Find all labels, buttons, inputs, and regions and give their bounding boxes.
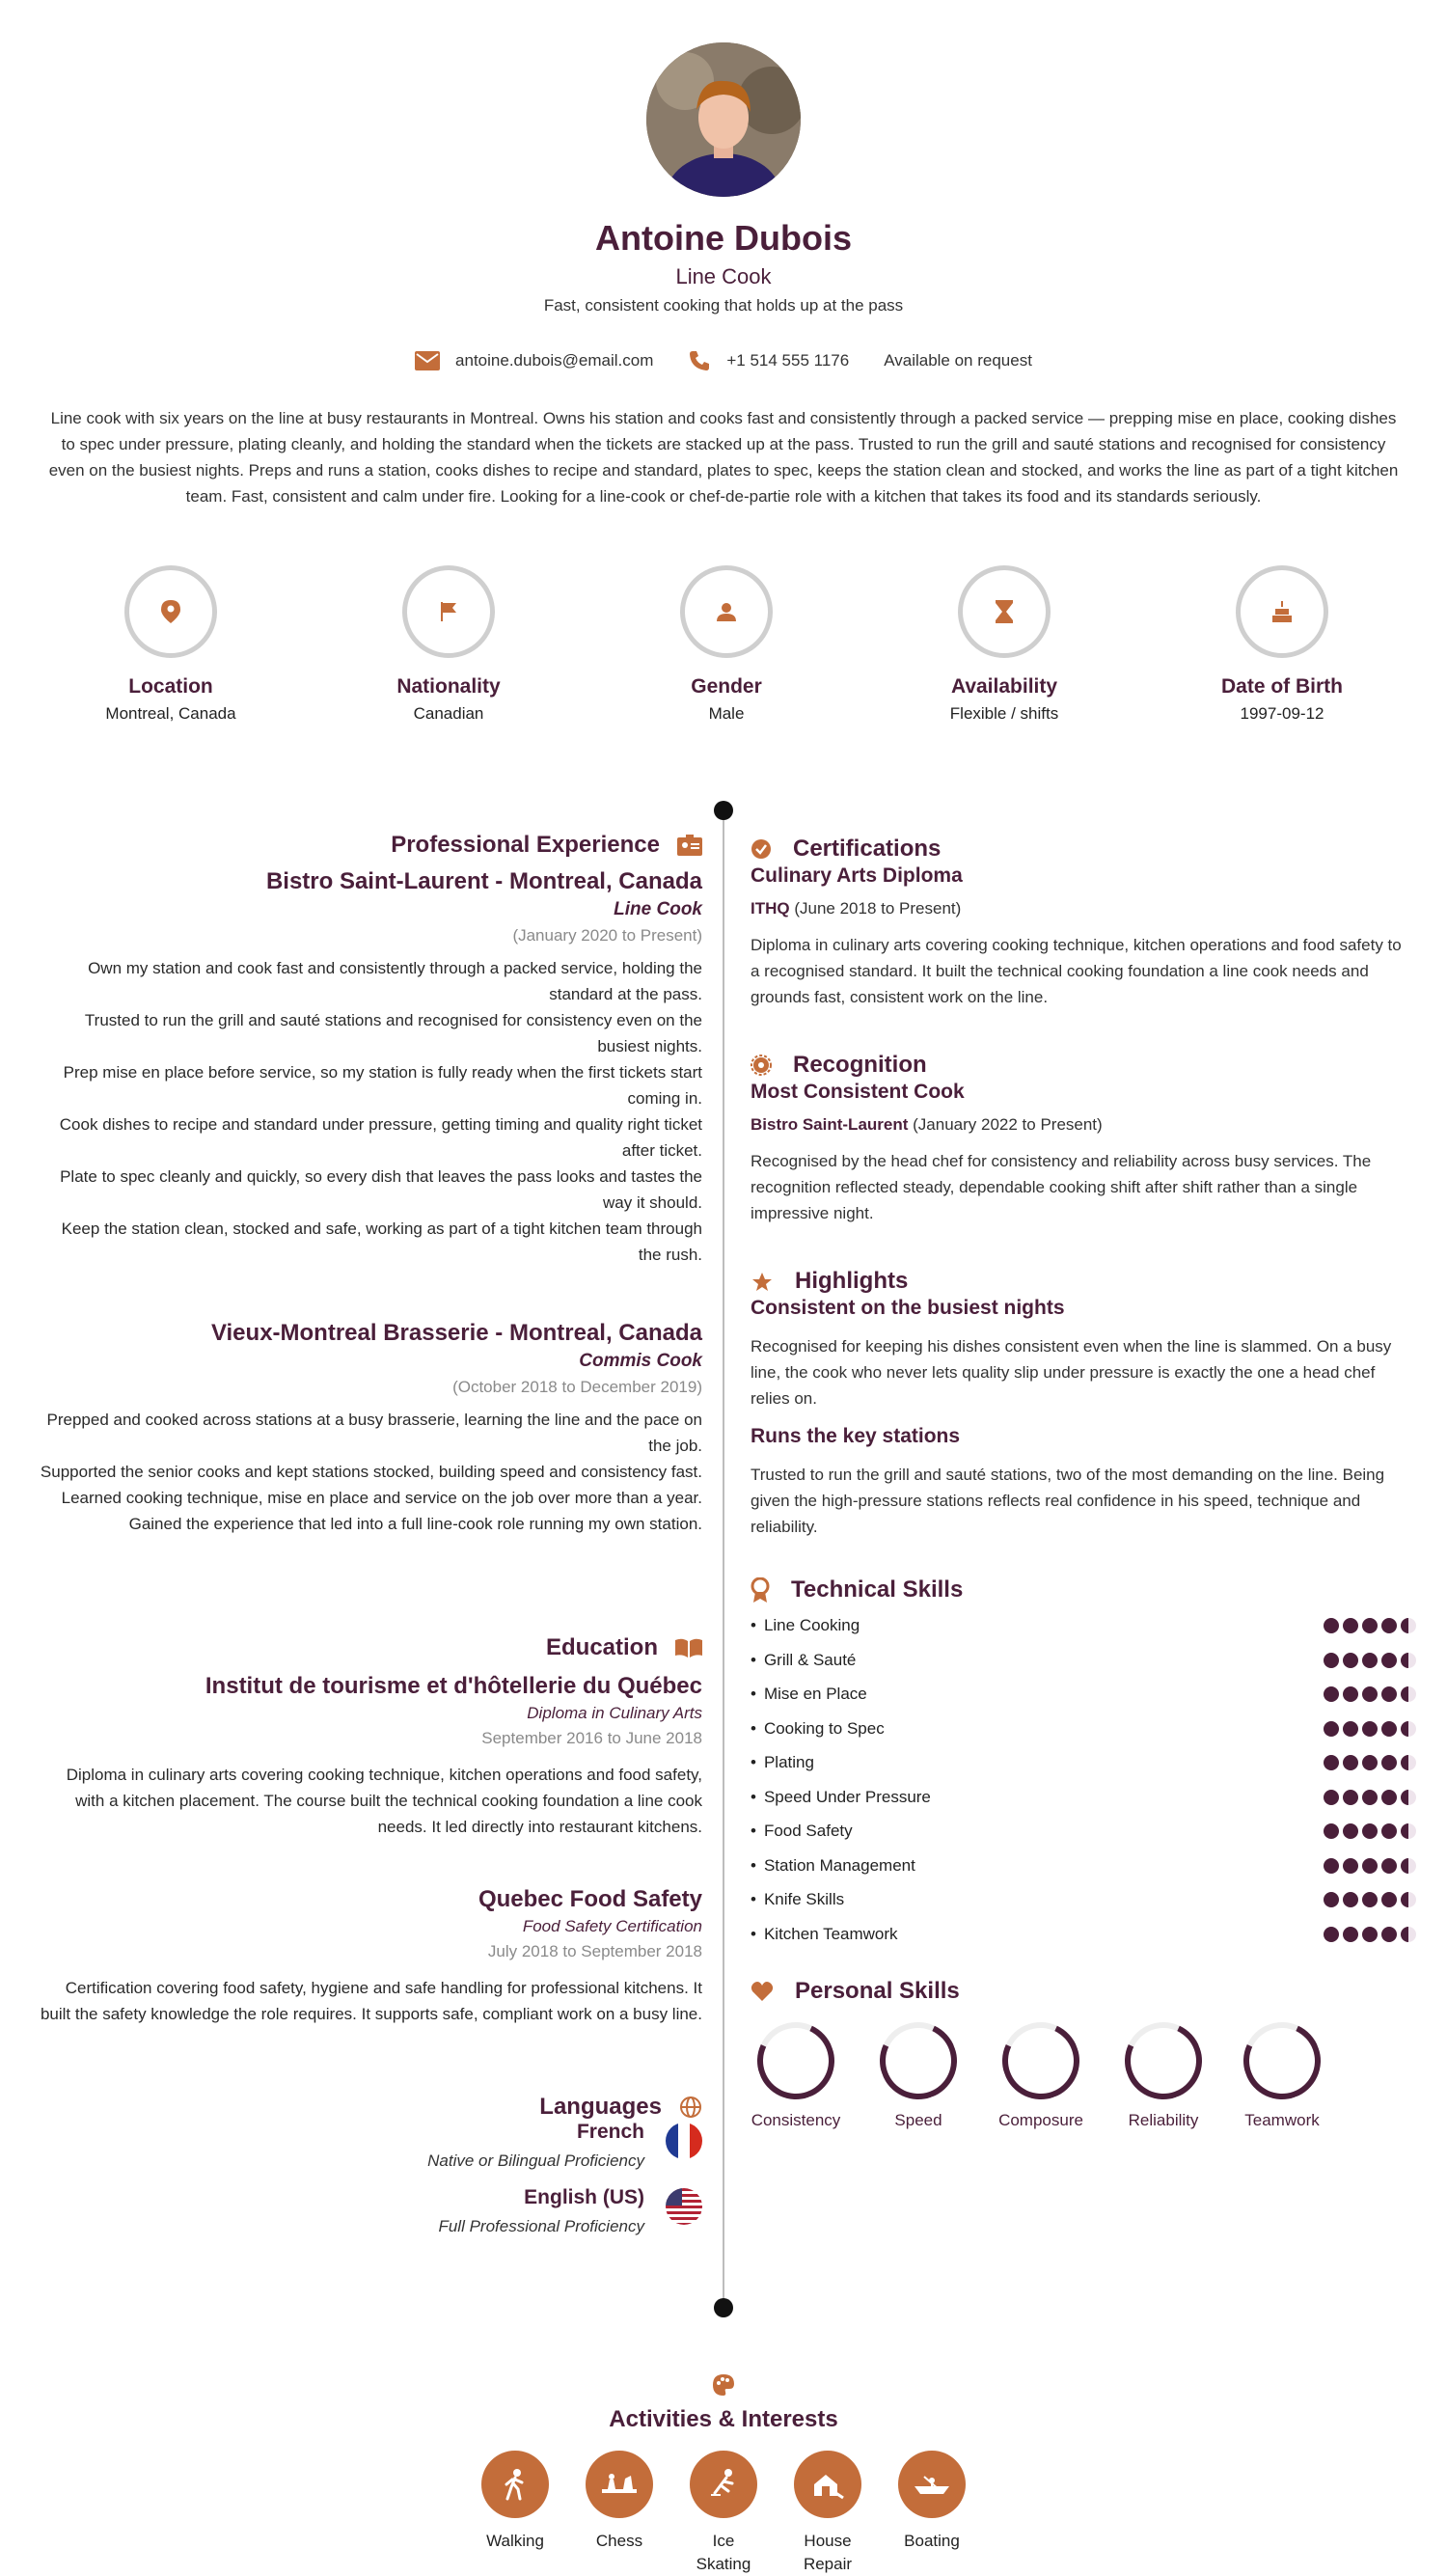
rating-dot [1362, 1618, 1378, 1633]
envelope-icon [415, 351, 440, 370]
timeline-start-dot [714, 801, 733, 820]
star-burst-icon [751, 1271, 774, 1292]
skill-rating [1320, 1755, 1416, 1770]
job-title: Bistro Saint-Laurent - Montreal, Canada [265, 868, 702, 894]
skill-name: • Station Management [751, 1856, 915, 1876]
recognition-title: Most Consistent Cook [751, 1081, 965, 1103]
language-level: Full Professional Proficiency [438, 2217, 644, 2235]
activity-label: House Repair [803, 2532, 853, 2573]
rating-dot [1362, 1823, 1378, 1839]
skill-row [751, 1611, 1416, 1640]
globe-icon [679, 2096, 702, 2119]
skill-row [751, 1851, 1416, 1880]
education-description: Diploma in culinary arts covering cooking technique, kitchen operations and food safety, with a kitchen placement. The course built the technical cooking foundation a line cook needs. It led directly into restaurant kitchens. [66, 1766, 702, 1836]
skill-ring [747, 2012, 846, 2111]
rating-dot [1362, 1927, 1378, 1942]
phone-contact[interactable] [688, 349, 849, 372]
section-heading: Professional Experience [39, 832, 702, 859]
map-pin-icon [161, 600, 180, 623]
skill-row [751, 1920, 1416, 1949]
rating-dot [1381, 1927, 1397, 1942]
info-label: Availability [950, 675, 1058, 698]
rating-dot [1381, 1686, 1397, 1702]
rating-dot [1381, 1858, 1397, 1874]
rating-dot [1324, 1686, 1339, 1702]
award-gear-icon [751, 1055, 772, 1076]
certification-description: Diploma in culinary arts covering cooking technique, kitchen operations and food safety to a recognised standard. It built the technical cooking foundation a line cook needs and grounds fast, consistent work on the line. [751, 936, 1402, 1006]
skill-row [751, 1714, 1416, 1743]
skill-name: • Line Cooking [751, 1616, 860, 1635]
info-nationality [323, 565, 574, 724]
rating-dot [1324, 1823, 1339, 1839]
job-title: Vieux-Montreal Brasserie - Montreal, Canada [210, 1320, 702, 1346]
contact-bar [0, 349, 1447, 372]
rating-dot [1343, 1721, 1358, 1737]
skill-ring [992, 2012, 1091, 2111]
skill-rating [1320, 1892, 1416, 1907]
rating-dot [1381, 1618, 1397, 1633]
education-item-1 [39, 1673, 702, 1840]
email-text[interactable]: antoine.dubois@email.com [455, 351, 654, 370]
info-value: 1997-09-12 [1240, 704, 1324, 723]
personal-skill-label: Speed [894, 2111, 942, 2129]
skill-rating [1320, 1721, 1416, 1737]
activity-item [571, 2451, 668, 2553]
skill-row [751, 1748, 1416, 1777]
languages-section [39, 2094, 702, 2121]
highlight-title: Consistent on the busiest nights [751, 1297, 1065, 1319]
rating-dot [1343, 1653, 1358, 1668]
skill-rating [1320, 1858, 1416, 1874]
section-heading: Recognition [751, 1052, 1408, 1079]
job-bullet: Keep the station clean, stocked and safe, working as part of a tight kitchen team through the rush. [61, 1219, 702, 1264]
certifications-section [751, 836, 1408, 1010]
cake-icon [1271, 601, 1293, 622]
activities-heading: Activities & Interests [609, 2406, 838, 2432]
rating-dot [1343, 1892, 1358, 1907]
skill-name: • Cooking to Spec [751, 1719, 885, 1739]
education-item-2 [39, 1886, 702, 2027]
info-label: Location [128, 675, 213, 698]
info-location [45, 565, 296, 724]
walking-icon [481, 2451, 549, 2518]
school-name: Institut de tourisme et d'hôtellerie du Québec [205, 1673, 702, 1699]
rating-dot [1381, 1721, 1397, 1737]
highlight-description: Recognised for keeping his dishes consistent even when the line is slammed. On a busy line, the cook who never lets quality slip under pressure is exactly the one a head chef relies on. [751, 1337, 1392, 1408]
skill-rating [1320, 1653, 1416, 1668]
skill-name: • Kitchen Teamwork [751, 1925, 898, 1944]
education-section [39, 1634, 702, 1661]
info-label: Date of Birth [1221, 675, 1343, 698]
rating-dot [1362, 1755, 1378, 1770]
rating-dot [1324, 1653, 1339, 1668]
rating-dot [1362, 1790, 1378, 1805]
activity-label: Boating [904, 2532, 960, 2550]
candidate-role: Line Cook [675, 264, 772, 288]
rating-dot [1343, 1790, 1358, 1805]
rating-dot [1381, 1653, 1397, 1668]
activity-label: Walking [486, 2532, 544, 2550]
job-bullet: Cook dishes to recipe and standard under pressure, getting timing and quality right ticket after ticket. [59, 1115, 702, 1160]
rating-dot [1343, 1823, 1358, 1839]
job-bullet: Trusted to run the grill and sauté stations and recognised for consistency even on the busiest nights. [84, 1011, 702, 1055]
info-label: Gender [691, 675, 762, 698]
job-bullet: Prepped and cooked across stations at a busy brasserie, learning the line and the pace on the job. [46, 1411, 702, 1455]
activity-item [467, 2451, 563, 2553]
info-date-of-birth [1157, 565, 1407, 724]
heart-icon [751, 1981, 774, 2002]
highlight-title: Runs the key stations [751, 1425, 961, 1447]
rating-dot [1401, 1653, 1416, 1668]
usa-flag-icon [666, 2188, 702, 2225]
personal-skills-section [751, 1978, 1408, 2005]
email-contact[interactable] [415, 351, 653, 370]
open-book-icon [675, 1638, 702, 1658]
job-bullet: Own my station and cook fast and consistently through a packed service, holding the standard at the pass. [88, 959, 702, 1003]
house-repair-icon [794, 2451, 861, 2518]
rating-dot [1381, 1755, 1397, 1770]
technical-skills-section [751, 1576, 1408, 1603]
timeline-end-dot [714, 2298, 733, 2317]
skill-rating [1320, 1927, 1416, 1942]
tagline: Fast, consistent cooking that holds up at the pass [543, 296, 904, 315]
skill-row [751, 1646, 1416, 1675]
ice-skating-icon [690, 2451, 757, 2518]
job-bullet: Learned cooking technique, mise en place and service on the job over more than a year. [61, 1489, 702, 1507]
france-flag-icon [666, 2123, 702, 2159]
skill-rating [1320, 1823, 1416, 1839]
job-role: Line Cook [614, 899, 702, 919]
person-icon [717, 602, 736, 621]
rating-dot [1401, 1823, 1416, 1839]
education-dates: September 2016 to June 2018 [481, 1729, 702, 1747]
id-badge-icon [677, 835, 702, 856]
section-heading: Personal Skills [751, 1978, 1408, 2005]
rating-dot [1324, 1858, 1339, 1874]
skill-name: • Mise en Place [751, 1685, 867, 1704]
availability-text: Available on request [884, 351, 1032, 370]
rating-dot [1362, 1686, 1378, 1702]
personal-skill [743, 2022, 849, 2130]
skill-row [751, 1680, 1416, 1709]
rating-dot [1381, 1790, 1397, 1805]
job-2 [39, 1320, 702, 1537]
info-value: Canadian [413, 704, 484, 723]
section-heading: Education [39, 1634, 702, 1661]
info-availability [879, 565, 1130, 724]
rating-dot [1401, 1686, 1416, 1702]
certificate-badge-icon [751, 838, 772, 860]
skill-ring [1114, 2012, 1214, 2111]
skill-name: • Food Safety [751, 1822, 853, 1841]
info-gender [601, 565, 852, 724]
rating-dot [1324, 1892, 1339, 1907]
profile-photo [646, 42, 801, 197]
skill-name: • Plating [751, 1753, 814, 1772]
rating-dot [1381, 1823, 1397, 1839]
language-name: French [576, 2121, 644, 2143]
skill-name: • Speed Under Pressure [751, 1788, 931, 1807]
info-value: Male [708, 704, 745, 723]
info-value: Flexible / shifts [949, 704, 1059, 723]
skill-rating [1320, 1790, 1416, 1805]
rating-dot [1343, 1755, 1358, 1770]
section-heading: Certifications [751, 836, 1408, 863]
boating-icon [898, 2451, 966, 2518]
rating-dot [1401, 1892, 1416, 1907]
section-heading: Technical Skills [751, 1576, 1408, 1603]
rating-dot [1324, 1755, 1339, 1770]
rating-dot [1401, 1721, 1416, 1737]
skill-row [751, 1885, 1416, 1914]
info-value: Montreal, Canada [105, 704, 236, 723]
job-role: Commis Cook [579, 1351, 702, 1371]
job-bullet: Gained the experience that led into a full line-cook role running my own station. [128, 1515, 702, 1533]
timeline-line [723, 807, 724, 2308]
rating-dot [1324, 1721, 1339, 1737]
certification-title: Culinary Arts Diploma [751, 864, 963, 887]
activity-item [884, 2451, 980, 2553]
section-heading: Languages [39, 2094, 702, 2121]
skill-row [751, 1817, 1416, 1846]
job-bullet: Prep mise en place before service, so my station is fully ready when the first tickets start coming in. [63, 1063, 702, 1108]
skill-name: • Grill & Sauté [751, 1651, 856, 1670]
rating-dot [1362, 1653, 1378, 1668]
rating-dot [1362, 1892, 1378, 1907]
availability-contact [884, 351, 1032, 370]
activity-label: Ice Skating [696, 2532, 751, 2573]
job-bullet: Plate to spec cleanly and quickly, so every dish that leaves the pass looks and tastes the way it should. [60, 1167, 702, 1212]
candidate-name: Antoine Dubois [595, 218, 852, 258]
education-dates: July 2018 to September 2018 [487, 1942, 702, 1960]
rating-dot [1401, 1927, 1416, 1942]
certification-meta: ITHQ (June 2018 to Present) [751, 899, 962, 918]
degree: Diploma in Culinary Arts [527, 1704, 702, 1722]
personal-skill [1110, 2022, 1216, 2130]
rating-dot [1401, 1618, 1416, 1633]
highlights-section [751, 1268, 1408, 1540]
rating-dot [1401, 1755, 1416, 1770]
job-bullet: Supported the senior cooks and kept stations stocked, building speed and consistency fast. [40, 1463, 702, 1481]
rating-dot [1343, 1858, 1358, 1874]
phone-icon [688, 349, 711, 372]
skill-row [751, 1783, 1416, 1812]
recognition-section [751, 1052, 1408, 1226]
phone-text[interactable]: +1 514 555 1176 [726, 351, 850, 370]
job-dates: (October 2018 to December 2019) [452, 1378, 702, 1396]
rating-dot [1324, 1618, 1339, 1633]
recognition-meta: Bistro Saint-Laurent (January 2022 to Present) [751, 1115, 1103, 1134]
skill-ring [869, 2012, 969, 2111]
skill-rating [1320, 1686, 1416, 1702]
award-ribbon-icon [751, 1577, 770, 1603]
rating-dot [1401, 1858, 1416, 1874]
chess-icon [586, 2451, 653, 2518]
experience-section [39, 832, 702, 859]
activity-item [675, 2451, 772, 2576]
skill-rating [1320, 1618, 1416, 1633]
flag-icon [439, 601, 458, 622]
education-description: Certification covering food safety, hygiene and safe handling for professional kitchens. It built the safety knowledge the role requires. It supports safe, compliant work on a busy line. [40, 1979, 702, 2023]
section-heading: Highlights [751, 1268, 1408, 1295]
activity-label: Chess [595, 2532, 643, 2550]
rating-dot [1343, 1618, 1358, 1633]
personal-skill [1229, 2022, 1335, 2130]
personal-skill-label: Composure [998, 2111, 1083, 2129]
personal-skill [988, 2022, 1094, 2130]
rating-dot [1343, 1686, 1358, 1702]
rating-dot [1362, 1858, 1378, 1874]
rating-dot [1381, 1892, 1397, 1907]
activity-item [779, 2451, 876, 2576]
hourglass-icon [996, 600, 1013, 623]
language-level: Native or Bilingual Proficiency [427, 2151, 644, 2170]
language-name: English (US) [524, 2186, 644, 2208]
personal-skill-label: Reliability [1128, 2111, 1199, 2129]
rating-dot [1324, 1790, 1339, 1805]
personal-skill-label: Consistency [751, 2111, 841, 2129]
rating-dot [1401, 1790, 1416, 1805]
profile-summary: Line cook with six years on the line at busy restaurants in Montreal. Owns his station and cooks fast and consistently through a packed service — prepping mise en place, cooking dishes to spec under pressure, plating cleanly, and holding the standard when the tickets are stacked up at the pass. Trusted to run the grill and sauté stations and recognised for consistency even on the busiest nights. Preps and runs a station, cooks dishes to recipe and standard, plates to spec, keeps the station clean and stocked, and works the line as part of a tight kitchen team. Fast, consistent and calm under fire. Looking for a line-cook or chef-de-partie role with a kitchen that takes its food and its standards seriously. [48, 409, 1399, 506]
rating-dot [1324, 1927, 1339, 1942]
skill-ring [1233, 2012, 1332, 2111]
school-name: Quebec Food Safety [478, 1886, 702, 1912]
skill-name: • Knife Skills [751, 1890, 844, 1909]
rating-dot [1362, 1721, 1378, 1737]
personal-skill-label: Teamwork [1244, 2111, 1320, 2129]
recognition-description: Recognised by the head chef for consistency and reliability across busy services. The recognition reflected steady, dependable cooking shift after shift rather than a single impressive night. [751, 1152, 1372, 1222]
palette-icon [712, 2373, 735, 2401]
info-label: Nationality [396, 675, 501, 698]
personal-skill [865, 2022, 971, 2130]
job-1 [39, 868, 702, 1268]
job-dates: (January 2020 to Present) [512, 926, 702, 945]
highlight-description: Trusted to run the grill and sauté stations, two of the most demanding on the line. Being given the high-pressure stations reflects real confidence in his speed, technique and reliability. [751, 1466, 1385, 1536]
degree: Food Safety Certification [522, 1917, 702, 1935]
rating-dot [1343, 1927, 1358, 1942]
